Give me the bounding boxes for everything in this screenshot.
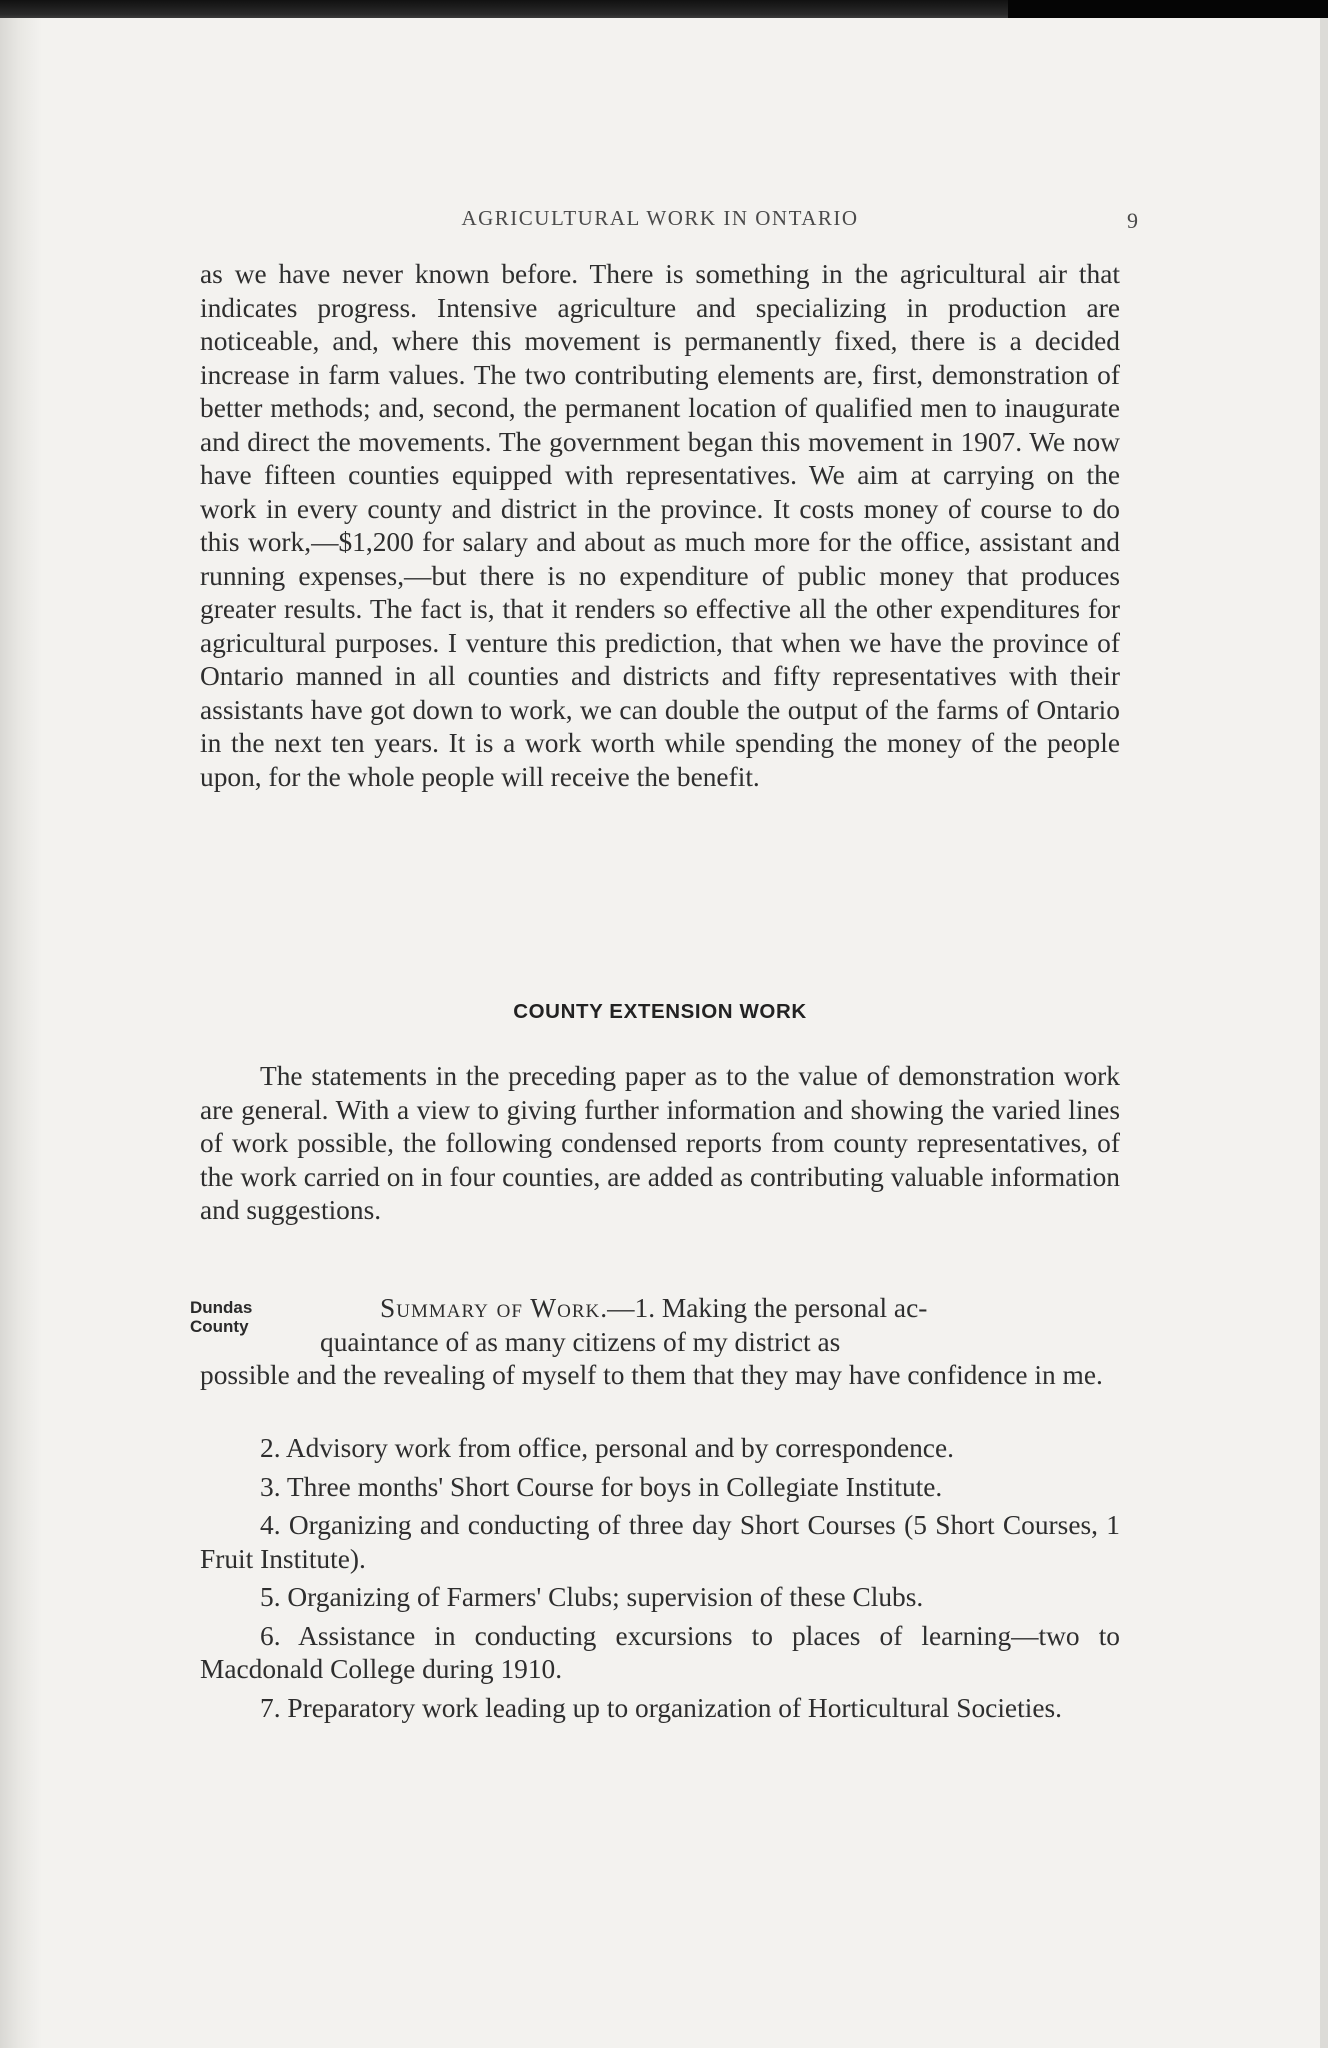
list-item: 7. Preparatory work leading up to organization of Horticultural Societies. xyxy=(260,1692,1062,1723)
section-heading: COUNTY EXTENSION WORK xyxy=(513,1000,807,1023)
page-gutter-shadow xyxy=(0,18,42,2048)
running-head xyxy=(200,206,1138,236)
summary-second-line: quaintance of as many citizens of my district as xyxy=(320,1326,841,1357)
page-right-edge xyxy=(1320,18,1328,2048)
summary-first-line xyxy=(200,1292,1120,1326)
paragraph-intro-continuation: as we have never known before. There is something in the agricultural air that indicates progress. Intensive agriculture and specializing in production are noticeable, and, where this movement is permanently fixed, there is a decided increase in farm values. The two contributing elements are, first, demonstration of better methods; and, second, the permanent location of qualified men to inaugurate and direct the movements. The government began this movement in 1907. We now have fifteen counties equipped with representatives. We aim at carrying on the work in every county and district in the province. It costs money of course to do this work,—$1,200 for salary and about as much more for the office, assistant and running expenses,—but there is no expenditure of public money that produces greater results. The fact is, that it renders so effective all the other expenditures for agricultural purposes. I venture this prediction, that when we have the province of Ontario manned in all counties and districts and fifty representatives with their assistants have got down to work, we can double the output of the farms of Ontario in the next ten years. It is a work worth while spending the money of the people upon, for the whole people will receive the benefit. xyxy=(200,259,1120,792)
page-number: 9 xyxy=(1127,208,1138,233)
running-title: AGRICULTURAL WORK IN ONTARIO xyxy=(461,206,859,230)
list-item: 4. Organizing and conducting of three day Short Courses (5 Short Courses, 1 Fruit Institute). xyxy=(200,1510,1120,1574)
summary-label: Summary of Work xyxy=(380,1293,601,1323)
list-item: 6. Assistance in conducting excursions to places of learning—two to Macdonald College during 1910. xyxy=(200,1620,1120,1684)
summary-of-work xyxy=(200,1292,1120,1393)
work-list xyxy=(200,1432,1120,1730)
list-item: 5. Organizing of Farmers' Clubs; supervision of these Clubs. xyxy=(260,1582,924,1612)
margin-note-line: Dundas xyxy=(190,1298,253,1317)
summary-item-1-start: .—1. Making the personal ac- xyxy=(600,1293,928,1323)
list-item: 2. Advisory work from office, personal and by correspondence. xyxy=(260,1433,954,1463)
paragraph-demonstration: The statements in the preceding paper as to the value of demonstration work are general. With a view to giving further information and showing the varied lines of work possible, the following condensed reports from county representatives, of the work carried on in four counties, are added as contributing valuable information and suggestions. xyxy=(200,1061,1120,1225)
summary-continuation: possible and the revealing of myself to them that they may have confidence in me. xyxy=(200,1360,1103,1390)
margin-note-line: County xyxy=(190,1317,249,1336)
list-item: 3. Three months' Short Course for boys in Collegiate Institute. xyxy=(260,1471,943,1502)
